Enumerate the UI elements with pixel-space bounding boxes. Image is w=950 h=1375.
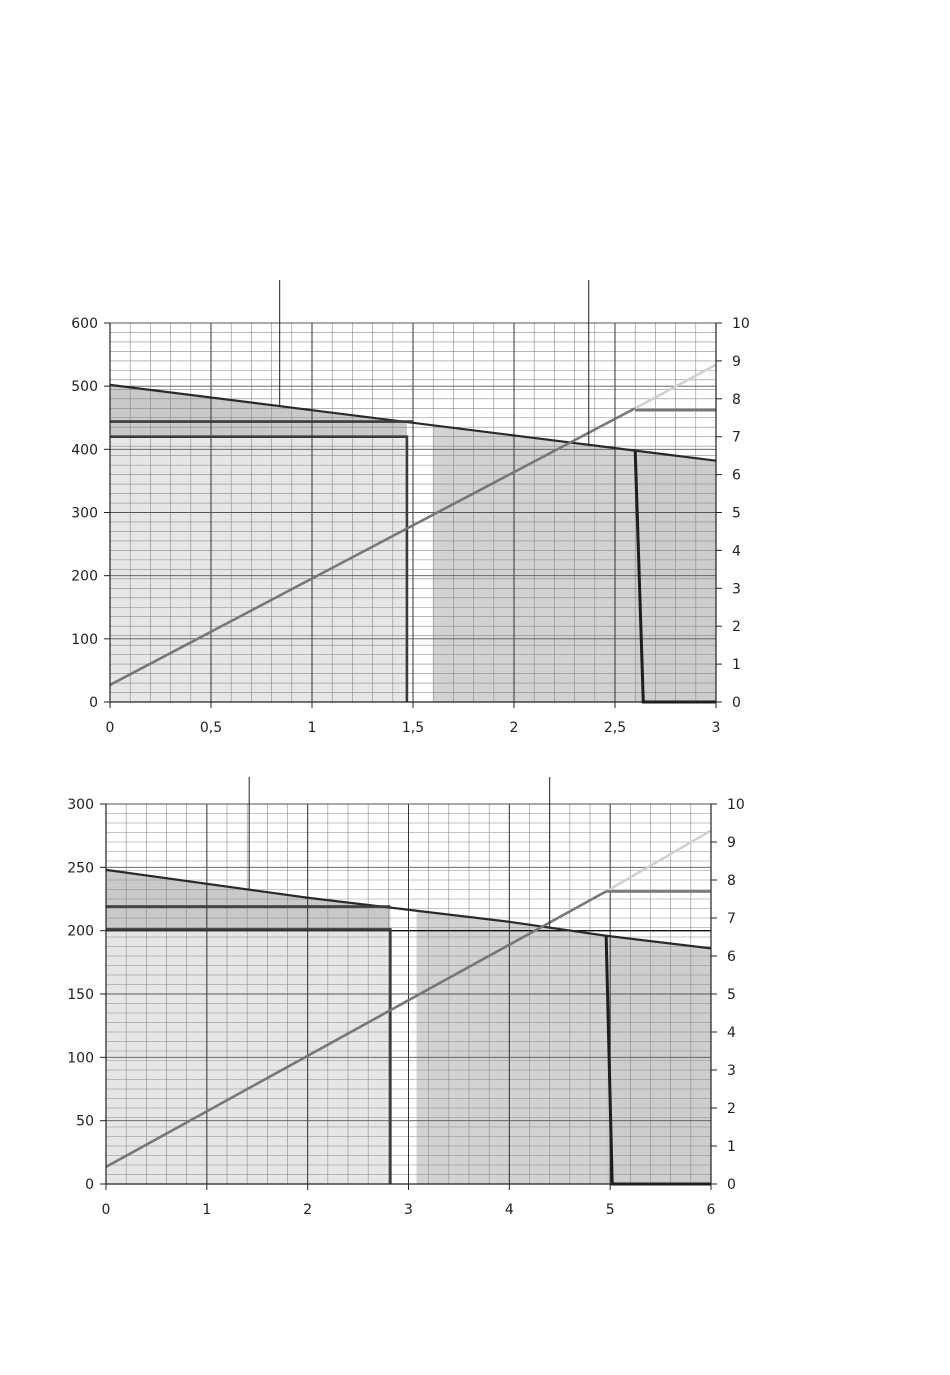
x-tick-label: 3 [404, 1202, 413, 1218]
x-tick-label: 5 [605, 1202, 615, 1218]
x-tick-label: 0,5 [199, 720, 223, 736]
y2-tick-label: 4 [727, 1025, 736, 1041]
y-tick-label: 0 [85, 1177, 94, 1193]
y2-tick-label: 0 [732, 695, 741, 711]
y-tick-label: 150 [67, 987, 94, 1003]
y-tick-label: 400 [71, 442, 98, 459]
y-tick-label: 250 [67, 860, 94, 877]
chart-1 [71, 280, 750, 736]
y2-tick-label: 2 [732, 619, 741, 636]
x-tick-label: 0 [105, 720, 115, 736]
x-tick-label: 1 [307, 720, 317, 736]
x-tick-label: 3 [711, 720, 721, 736]
y-tick-label: 600 [71, 316, 98, 332]
x-tick-label: 2,5 [603, 720, 627, 736]
x-tick-label: 1,5 [401, 720, 425, 736]
y2-tick-label: 1 [727, 1139, 736, 1155]
x-tick-label: 1 [202, 1202, 212, 1218]
y-tick-label: 100 [67, 1050, 94, 1067]
y2-tick-label: 4 [732, 543, 741, 560]
y2-tick-label: 5 [732, 505, 741, 522]
y-tick-label: 500 [71, 379, 98, 396]
x-tick-label: 4 [504, 1202, 514, 1218]
y2-tick-label: 6 [732, 467, 741, 484]
y2-tick-label: 0 [727, 1177, 736, 1193]
y-tick-label: 200 [71, 568, 98, 585]
y2-tick-label: 8 [727, 873, 736, 889]
y-tick-label: 0 [89, 695, 98, 711]
y-tick-label: 100 [71, 631, 98, 648]
y-tick-label: 50 [76, 1113, 94, 1130]
y2-tick-label: 9 [732, 353, 741, 370]
y2-tick-label: 10 [732, 316, 750, 332]
x-tick-label: 2 [303, 1202, 313, 1218]
x-tick-label: 6 [706, 1202, 716, 1218]
x-tick-label: 0 [101, 1202, 111, 1218]
y2-tick-label: 7 [727, 911, 736, 927]
region-right [606, 936, 711, 1184]
y-tick-label: 300 [67, 797, 94, 813]
y2-tick-label: 7 [732, 429, 741, 446]
region-middle [417, 911, 607, 1184]
y2-tick-label: 1 [732, 657, 741, 674]
y-tick-label: 200 [67, 923, 94, 940]
y2-tick-label: 5 [727, 987, 736, 1003]
y-tick-label: 300 [71, 505, 98, 522]
y2-tick-label: 2 [727, 1101, 736, 1117]
y2-tick-label: 6 [727, 949, 736, 965]
y2-tick-label: 3 [727, 1063, 736, 1079]
y2-tick-label: 8 [732, 391, 741, 408]
y2-tick-label: 9 [727, 835, 736, 851]
y2-tick-label: 10 [727, 797, 745, 813]
chart-2 [67, 777, 745, 1218]
y2-tick-label: 3 [732, 581, 741, 598]
x-tick-label: 2 [509, 720, 519, 736]
